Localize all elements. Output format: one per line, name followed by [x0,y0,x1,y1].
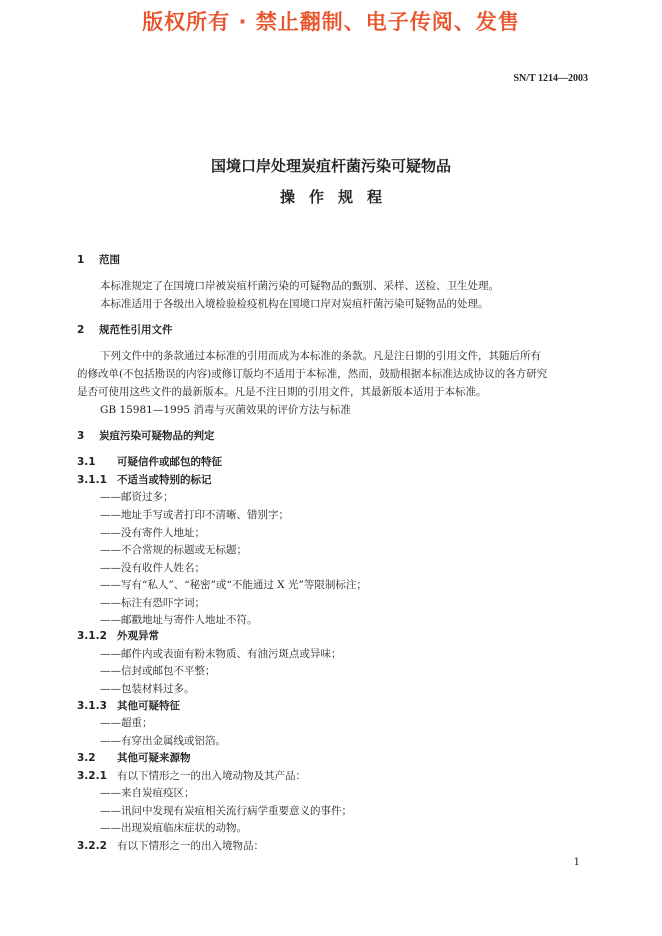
section-title: 炭疽污染可疑物品的判定 [99,430,215,442]
section-text: 有以下情形之一的出入境动物及其产品： [117,770,306,782]
section-number: 3 [77,430,85,442]
list-item: ——超重； [100,717,153,729]
list-item: ——地址手写或者打印不清晰、错别字； [100,509,289,521]
section-2-heading [77,323,173,337]
section-number: 3.1.2 [77,630,107,642]
section-number: 1 [77,254,85,266]
list-item: ——信封或邮包不平整； [100,665,216,677]
section-text: 有以下情形之一的出入境物品： [117,840,264,852]
section-number: 3.1.1 [77,474,107,486]
page-number: 1 [573,857,580,868]
section-title: 其他可疑特征 [117,700,180,712]
section-number: 3.2.2 [77,840,107,852]
list-item: ——包装材料过多。 [100,683,195,695]
list-item: ——有穿出金属线或铝箔。 [100,735,226,747]
list-item: ——出现炭疽临床症状的动物。 [100,822,247,834]
list-item: ——不合常规的标题或无标题； [100,544,247,556]
section-3-1-heading [77,455,222,469]
section-number: 3.1 [77,456,96,468]
list-item: ——没有寄件人地址； [100,527,205,539]
section-1-paragraph-2: 本标准适用于各级出入境检验检疫机构在国境口岸对炭疽杆菌污染可疑物品的处理。 [100,298,489,310]
document-title: 国境口岸处理炭疽杆菌污染可疑物品 [210,157,451,175]
section-3-1-3-heading [77,699,180,713]
document-subtitle: 操作规程 [279,188,396,206]
normative-reference: GB 15981—1995 消毒与灭菌效果的评价方法与标准 [100,404,351,416]
section-title: 范围 [99,254,120,266]
copyright-watermark: 版权所有 · 禁止翻制、电子传阅、发售 [142,10,520,34]
section-number: 3.2.1 [77,770,107,782]
section-3-2-1-line [77,769,306,783]
section-3-heading [77,429,215,443]
section-1-paragraph-1: 本标准规定了在国境口岸被炭疽杆菌污染的可疑物品的甄别、采样、送检、卫生处理。 [100,280,499,292]
list-item: ——来自炭疽疫区； [100,787,195,799]
section-2-paragraph-line-3: 是否可使用这些文件的最新版本。凡是不注日期的引用文件，其最新版本适用于本标准。 [77,386,487,398]
list-item: ——邮件内或表面有粉末物质、有油污斑点或异味； [100,648,342,660]
section-title: 可疑信件或邮包的特征 [117,456,222,468]
section-3-2-2-line [77,839,264,853]
section-3-1-1-heading [77,473,212,487]
section-1-heading [77,253,120,267]
section-title: 外观异常 [117,630,159,642]
list-item: ——写有“私人”、“秘密”或“不能通过 X 光”等限制标注； [100,579,367,591]
section-number: 2 [77,324,85,336]
list-item: ——邮资过多； [100,491,174,503]
section-number: 3.2 [77,752,96,764]
section-3-1-2-heading [77,629,159,643]
list-item: ——没有收件人姓名； [100,562,205,574]
list-item: ——标注有恐吓字词； [100,597,205,609]
section-title: 不适当或特别的标记 [117,474,212,486]
section-number: 3.1.3 [77,700,107,712]
section-title: 规范性引用文件 [99,324,173,336]
list-item: ——讯问中发现有炭疽相关流行病学重要意义的事件； [100,805,352,817]
section-3-2-heading [77,751,191,765]
section-2-paragraph-line-1: 下列文件中的条款通过本标准的引用而成为本标准的条款。凡是注日期的引用文件，其随后所有 [100,350,541,362]
list-item: ——邮戳地址与寄件人地址不符。 [100,614,258,626]
section-2-paragraph-line-2: 的修改单(不包括勘误的内容)或修订版均不适用于本标准，然而，鼓励根据本标准达成协议的各方研究 [77,368,548,380]
section-title: 其他可疑来源物 [117,752,191,764]
standard-code: SN/T 1214—2003 [513,73,588,84]
